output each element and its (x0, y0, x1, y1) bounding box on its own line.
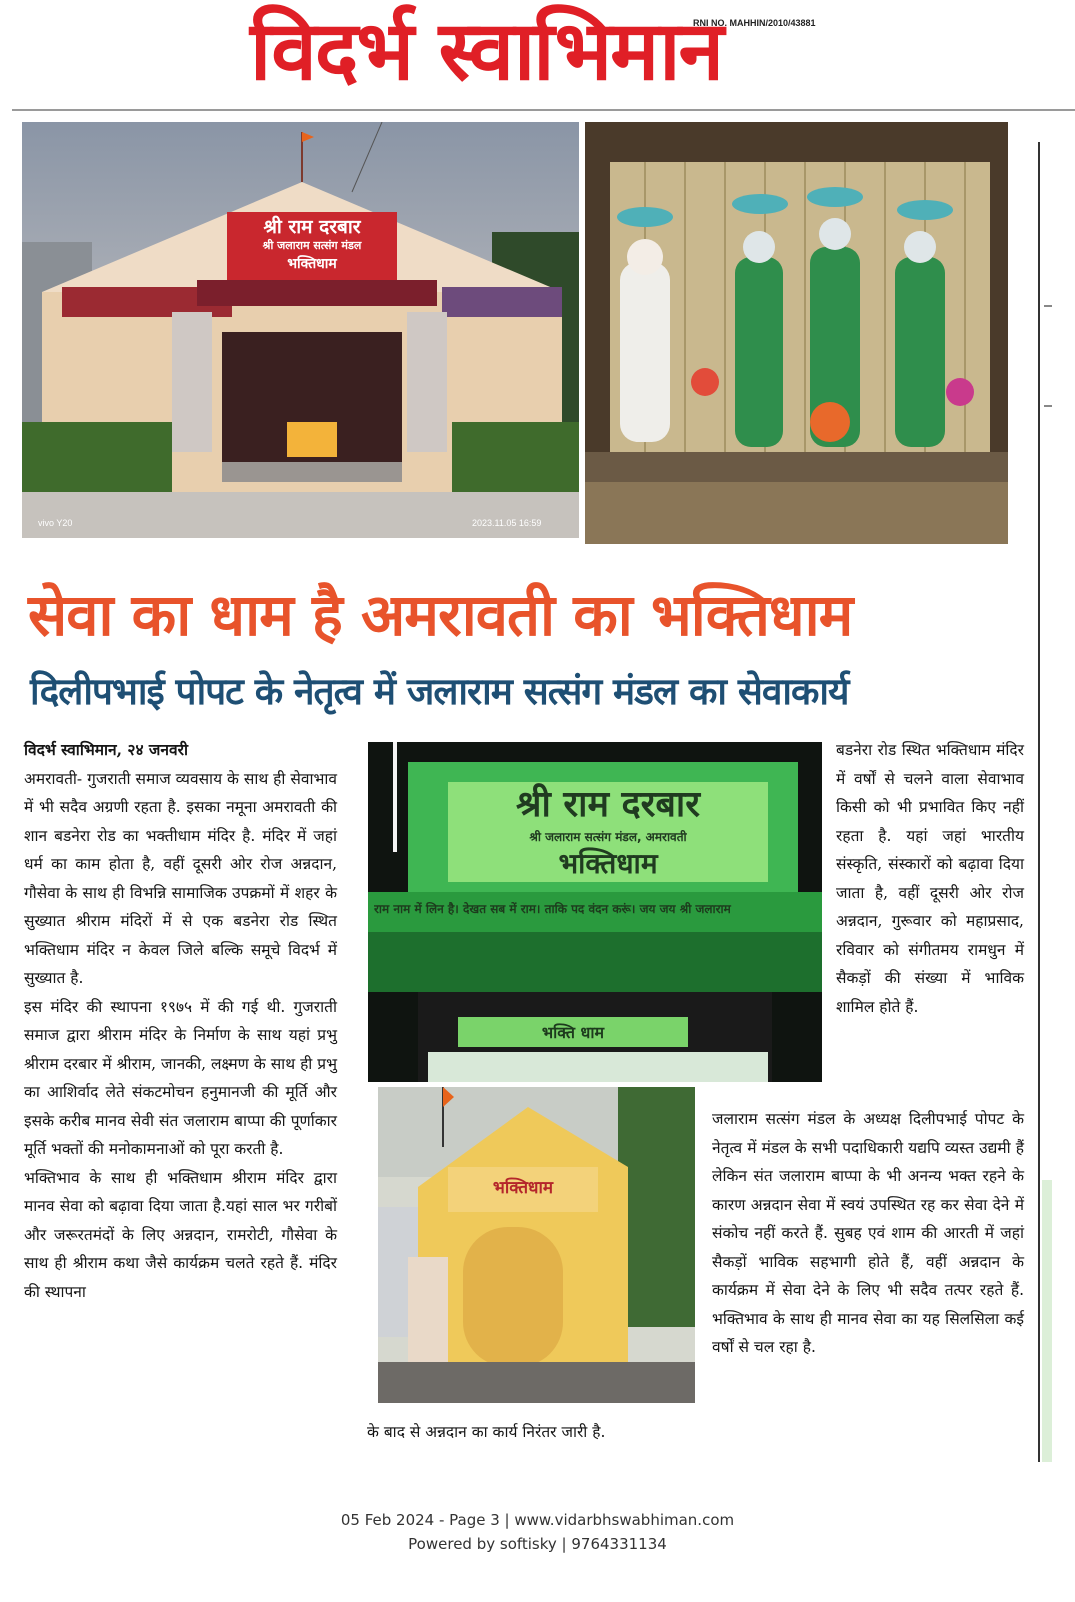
article-paragraph: जलाराम सत्संग मंडल के अध्यक्ष दिलीपभाई पोपट के नेतृत्व में मंडल के सभी पदाधिकारी यद्यपि व्यस्त उद्यमी हैं लेकिन संत जलाराम बाप्पा के भी अनन्य भक्त रहने के कारण अन्नदान सेवा में स्वयं उपस्थित रह कर सेवा देने में संकोच नहीं करते हैं. सुबह एवं शाम की आरती में जहां सैकड़ों भाविक सहभागी होते हैं, वहीं अन्नदान के कार्यक्रम में सेवा देने के लिए भी सदैव तत्पर रहते हैं. भक्तिभाव के साथ ही मानव सेवा का यह सिलसिला कई वर्षों से चल रहा है. (712, 1110, 1024, 1356)
deity-idols-photo (585, 122, 1008, 544)
newspaper-title: विदर्भ स्वाभिमान (250, 4, 722, 99)
photo-timestamp: 2023.11.05 16:59 (472, 518, 542, 528)
night-sign-line2: श्री जलाराम सत्संग मंडल, अमरावती (529, 830, 687, 844)
page-edge-mark (1044, 305, 1052, 307)
article-paragraph: के बाद से अन्नदान का कार्य निरंतर जारी है. (367, 1423, 606, 1441)
article-column-1 (24, 736, 337, 1306)
page-edge-mark (1044, 405, 1052, 407)
temple-sign-line3: भक्तिधाम (287, 256, 337, 272)
gate-sign: भक्तिधाम (492, 1178, 554, 1198)
article-column-4 (712, 1105, 1024, 1362)
temple-sign-line2: श्री जलाराम सत्संग मंडल (262, 239, 362, 252)
night-sign-line3: भक्तिधाम (558, 847, 658, 880)
page-edge-rule (1038, 142, 1040, 1462)
night-banner: राम नाम में लिन है। देखत सब में राम। ताकि पद वंदन करूं। जय जय श्री जलाराम (374, 902, 731, 916)
article-paragraph: भक्तिभाव के साथ ही भक्तिधाम श्रीराम मंदिर द्वारा मानव सेवा को बढ़ावा दिया जाता है.यहां साल भर गरीबों और जरूरतमंदों के लिए अन्नदान, रामरोटी, गौसेवा के साथ ही श्रीराम कथा जैसे कार्यक्रम चलते रहते हैं. मंदिर की स्थापना (24, 1168, 337, 1301)
article-paragraph: इस मंदिर की स्थापना १९७५ में की गई थी. गुजराती समाज द्वारा श्रीराम मंदिर के निर्माण के साथ यहां प्रभु श्रीराम दरबार में श्रीराम, जानकी, लक्ष्मण के साथ ही प्रभु का आशिर्वाद लेते संकटमोचन हनुमानजी की मूर्ति और इसके करीब मानव सेवी संत जलाराम बाप्पा की पूर्णाकार मूर्ति भक्तों की मनोकामनाओं को पूरा करती है. (24, 997, 337, 1158)
article-paragraph: बडनेरा रोड स्थित भक्तिधाम मंदिर में वर्षों से चलने वाला सेवाभाव किसी को भी प्रभावित किए नहीं रहता है. यहां जहां भारतीय संस्कृति, संस्कारों को बढ़ावा दिया जाता है, वहीं दूसरी ओर रोज अन्नदान, गुरूवार को महाप्रसाद, रविवार को संगीतमय रामधुन में सैकड़ों की संख्या में भाविक शामिल होते हैं. (836, 741, 1024, 1016)
temple-sign (227, 216, 397, 274)
footer-page-info: 05 Feb 2024 - Page 3 | www.vidarbhswabhiman.com (340, 1511, 735, 1529)
temple-sign-line1: श्री राम दरबार (263, 216, 361, 238)
footer-credits: Powered by softisky | 9764331134 (408, 1535, 667, 1553)
article-column-3 (836, 736, 1024, 1021)
article-headline: सेवा का धाम है अमरावती का भक्तिधाम (28, 581, 853, 649)
page-edge-tint (1042, 1180, 1052, 1462)
night-sign (448, 782, 768, 882)
temple-night-photo (368, 742, 822, 1082)
camera-label: vivo Y20 (38, 518, 73, 528)
masthead (0, 0, 1075, 112)
temple-exterior-photo (22, 122, 579, 538)
article-paragraph: अमरावती- गुजराती समाज व्यवसाय के साथ ही सेवाभाव में भी सदैव अग्रणी रहता है. इसका नमूना अमरावती की शान बडनेरा रोड का भक्तीधाम मंदिर है. मंदिर में जहां धर्म का काम होता है, वहीं दूसरी ओर रोज अन्नदान, गौसेवा के साथ ही विभन्नि सामाजिक उपक्रमों में शहर के सुख्यात श्रीराम मंदिरों में से एक बडनेरा रोड स्थित भक्तिधाम मंदिर न केवल जिले बल्कि समूचे विदर्भ में सुख्यात है. (24, 769, 337, 987)
rni-number: RNI NO. MAHHIN/2010/43881 (693, 18, 816, 28)
article-subheadline: दिलीपभाई पोपट के नेतृत्व में जलाराम सत्संग मंडल का सेवाकार्य (30, 670, 849, 713)
article-dateline: विदर्भ स्वाभिमान, २४ जनवरी (24, 740, 188, 759)
article-column-2 (367, 1418, 697, 1447)
night-entrance-sign: भक्ति धाम (541, 1023, 605, 1042)
temple-gate-photo (378, 1087, 695, 1403)
night-sign-line1: श्री राम दरबार (516, 784, 700, 825)
masthead-divider (12, 109, 1075, 111)
